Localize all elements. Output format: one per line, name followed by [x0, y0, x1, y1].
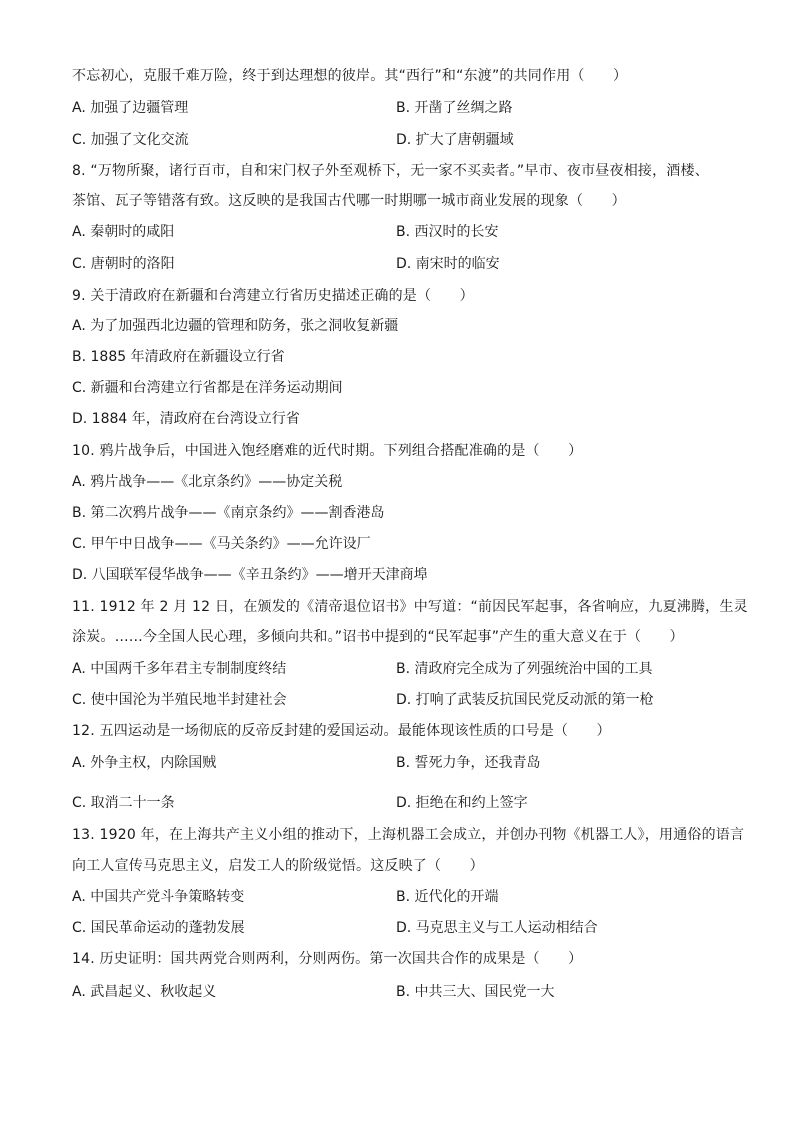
q8-option-a: A. 秦朝时的咸阳 [72, 224, 175, 240]
q8-stem-line1: 8. “万物所聚，诸行百市，自和宋门权子外至观桥下，无一家不买卖者。”早市、夜市昼夜相接，酒楼、 [72, 163, 709, 179]
q7-option-a: A. 加强了边疆管理 [72, 100, 189, 116]
q9-option-d: D. 1884 年，清政府在台湾设立行省 [72, 411, 300, 427]
q14-option-b: B. 中共三大、国民党一大 [396, 984, 555, 1000]
q11-option-a: A. 中国两千多年君主专制制度终结 [72, 661, 287, 677]
q13-option-b: B. 近代化的开端 [396, 889, 499, 905]
q13-option-d: D. 马克思主义与工人运动相结合 [396, 920, 598, 936]
q11-stem-line1: 11. 1912 年 2 月 12 日，在颁发的《清帝退位诏书》中写道：“前因民军起事，各省响应，九夏沸腾，生灵 [72, 599, 748, 615]
q12-option-b: B. 誓死力争，还我青岛 [396, 755, 541, 771]
q12-option-a: A. 外争主权，内除国贼 [72, 755, 217, 771]
q12-stem: 12. 五四运动是一场彻底的反帝反封建的爱国运动。最能体现该性质的口号是（ ） [72, 723, 611, 739]
q13-stem-line2: 向工人宣传马克思主义，启发工人的阶级觉悟。这反映了（ ） [72, 858, 484, 874]
q10-stem: 10. 鸦片战争后，中国进入饱经磨难的近代时期。下列组合搭配准确的是（ ） [72, 443, 583, 459]
q12-option-d: D. 拒绝在和约上签字 [396, 795, 528, 811]
q8-option-d: D. 南宋时的临安 [396, 256, 500, 272]
q10-option-c: C. 甲午中日战争——《马关条约》——允许设厂 [72, 536, 371, 552]
q14-stem: 14. 历史证明：国共两党合则两利，分则两伤。第一次国共合作的成果是（ ） [72, 951, 583, 967]
q9-option-c: C. 新疆和台湾建立行省都是在洋务运动期间 [72, 380, 343, 396]
q7-option-c: C. 加强了文化交流 [72, 132, 189, 148]
q8-option-c: C. 唐朝时的洛阳 [72, 256, 175, 272]
q9-stem: 9. 关于清政府在新疆和台湾建立行省历史描述正确的是（ ） [72, 288, 474, 304]
q11-option-d: D. 打响了武装反抗国民党反动派的第一枪 [396, 692, 654, 708]
q13-option-c: C. 国民革命运动的蓬勃发展 [72, 920, 245, 936]
q7-option-d: D. 扩大了唐朝疆域 [396, 132, 514, 148]
q13-stem-line1: 13. 1920 年，在上海共产主义小组的推动下，上海机器工会成立，并创办刊物《机器工人》，用通俗的语言 [72, 827, 745, 843]
q11-option-b: B. 清政府完全成为了列强统治中国的工具 [396, 661, 653, 677]
q10-option-d: D. 八国联军侵华战争——《辛丑条约》——增开天津商埠 [72, 567, 428, 583]
q12-option-c: C. 取消二十一条 [72, 795, 175, 811]
q14-option-a: A. 武昌起义、秋收起义 [72, 984, 217, 1000]
q7-option-b: B. 开凿了丝绸之路 [396, 100, 513, 116]
q11-option-c: C. 使中国沦为半殖民地半封建社会 [72, 692, 287, 708]
q9-option-a: A. 为了加强西北边疆的管理和防务，张之洞收复新疆 [72, 318, 399, 334]
q9-option-b: B. 1885 年清政府在新疆设立行省 [72, 349, 285, 365]
q7-stem-continuation: 不忘初心，克服千难万险，终于到达理想的彼岸。其“西行”和“东渡”的共同作用（ ） [72, 68, 628, 84]
q11-stem-line2: 涂炭。……今全国人民心理，多倾向共和。”诏书中提到的“民军起事”产生的重大意义在于（ ） [72, 629, 684, 645]
q10-option-a: A. 鸦片战争——《北京条约》——协定关税 [72, 474, 343, 490]
q10-option-b: B. 第二次鸦片战争——《南京条约》——割香港岛 [72, 505, 385, 521]
q8-option-b: B. 西汉时的长安 [396, 224, 499, 240]
q8-stem-line2: 茶馆、瓦子等错落有致。这反映的是我国古代哪一时期哪一城市商业发展的现象（ ） [72, 193, 626, 209]
q13-option-a: A. 中国共产党斗争策略转变 [72, 889, 245, 905]
